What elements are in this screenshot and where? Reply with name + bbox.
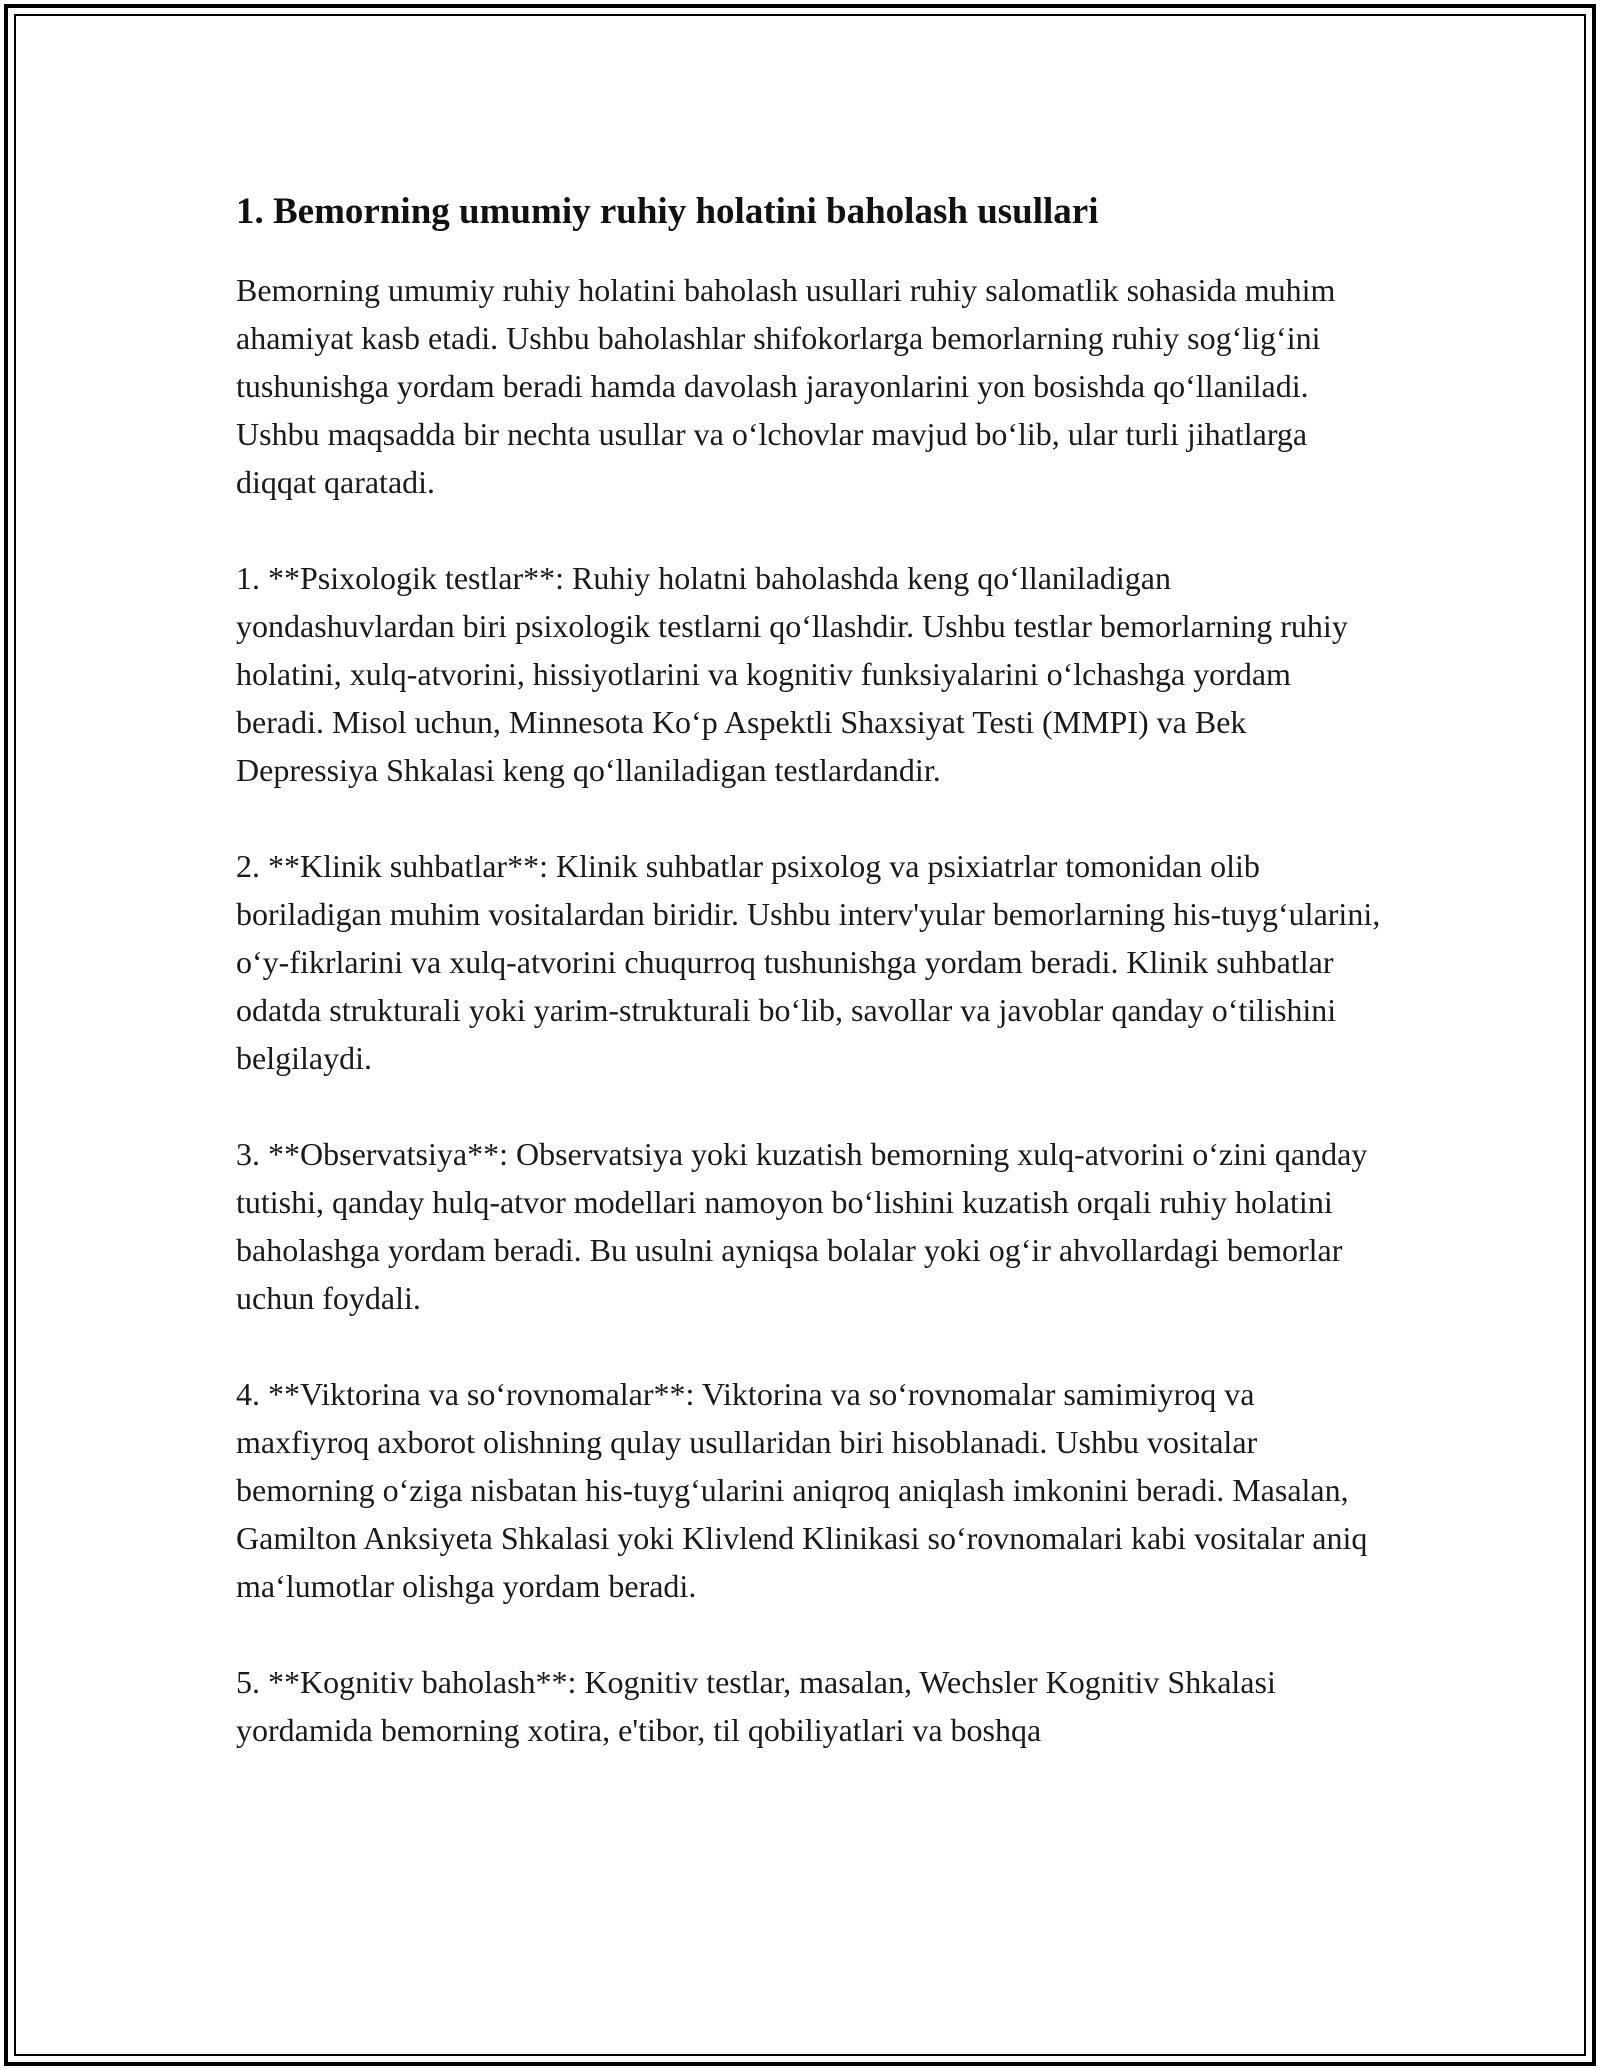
- paragraph-viktorina: 4. **Viktorina va so‘rovnomalar**: Viktorina va so‘rovnomalar samimiyroq va maxfiyroq axborot olishning qulay usullaridan biri hisoblanadi. Ushbu vositalar bemorning o‘ziga nisbatan his-tuyg‘ularini aniqroq aniqlash imkonini beradi. Masalan, Gamilton Anksiyeta Shkalasi yoki Klivlend Klinikasi so‘rovnomalari kabi vositalar aniq ma‘lumotlar olishga yordam beradi.: [236, 1376, 1368, 1604]
- intro-paragraph: Bemorning umumiy ruhiy holatini baholash usullari ruhiy salomatlik sohasida muhim ahamiyat kasb etadi. Ushbu baholashlar shifokorlarga bemorlarning ruhiy sog‘lig‘ini tushunishga yordam beradi hamda davolash jarayonlarini yon bosishda qo‘llaniladi. Ushbu maqsadda bir nechta usullar va o‘lchovlar mavjud bo‘lib, ular turli jihatlarga diqqat qaratadi.: [236, 272, 1336, 500]
- paragraph-observatsiya: 3. **Observatsiya**: Observatsiya yoki kuzatish bemorning xulq-atvorini o‘zini qanday tutishi, qanday hulq-atvor modellari namoyon bo‘lishini kuzatish orqali ruhiy holatini baholashga yordam beradi. Bu usulni ayniqsa bolalar yoki og‘ir ahvollardagi bemorlar uchun foydali.: [236, 1136, 1368, 1316]
- paragraph-psixologik-testlar: 1. **Psixologik testlar**: Ruhiy holatni baholashda keng qo‘llaniladigan yondashuvlardan biri psixologik testlarni qo‘llashdir. Ushbu testlar bemorlarning ruhiy holatini, xulq-atvorini, hissiyotlarini va kognitiv funksiyalarini o‘lchashga yordam beradi. Misol uchun, Minnesota Ko‘p Aspektli Shaxsiyat Testi (MMPI) va Bek Depressiya Shkalasi keng qo‘llaniladigan testlardandir.: [236, 560, 1348, 788]
- document-body: [236, 186, 1386, 1802]
- section-heading: 1. Bemorning umumiy ruhiy holatini baholash usullari: [236, 191, 1099, 232]
- paragraph-klinik-suhbatlar: 2. **Klinik suhbatlar**: Klinik suhbatlar psixolog va psixiatrlar tomonidan olib boriladigan muhim vositalardan biridir. Ushbu interv'yular bemorlarning his-tuyg‘ularini, o‘y-fikrlarini va xulq-atvorini chuqurroq tushunishga yordam beradi. Klinik suhbatlar odatda strukturali yoki yarim-strukturali bo‘lib, savollar va javoblar qanday o‘tilishini belgilaydi.: [236, 848, 1381, 1076]
- paragraph-kognitiv-baholash: 5. **Kognitiv baholash**: Kognitiv testlar, masalan, Wechsler Kognitiv Shkalasi yordamida bemorning xotira, e'tibor, til qobiliyatlari va boshqa: [236, 1664, 1276, 1748]
